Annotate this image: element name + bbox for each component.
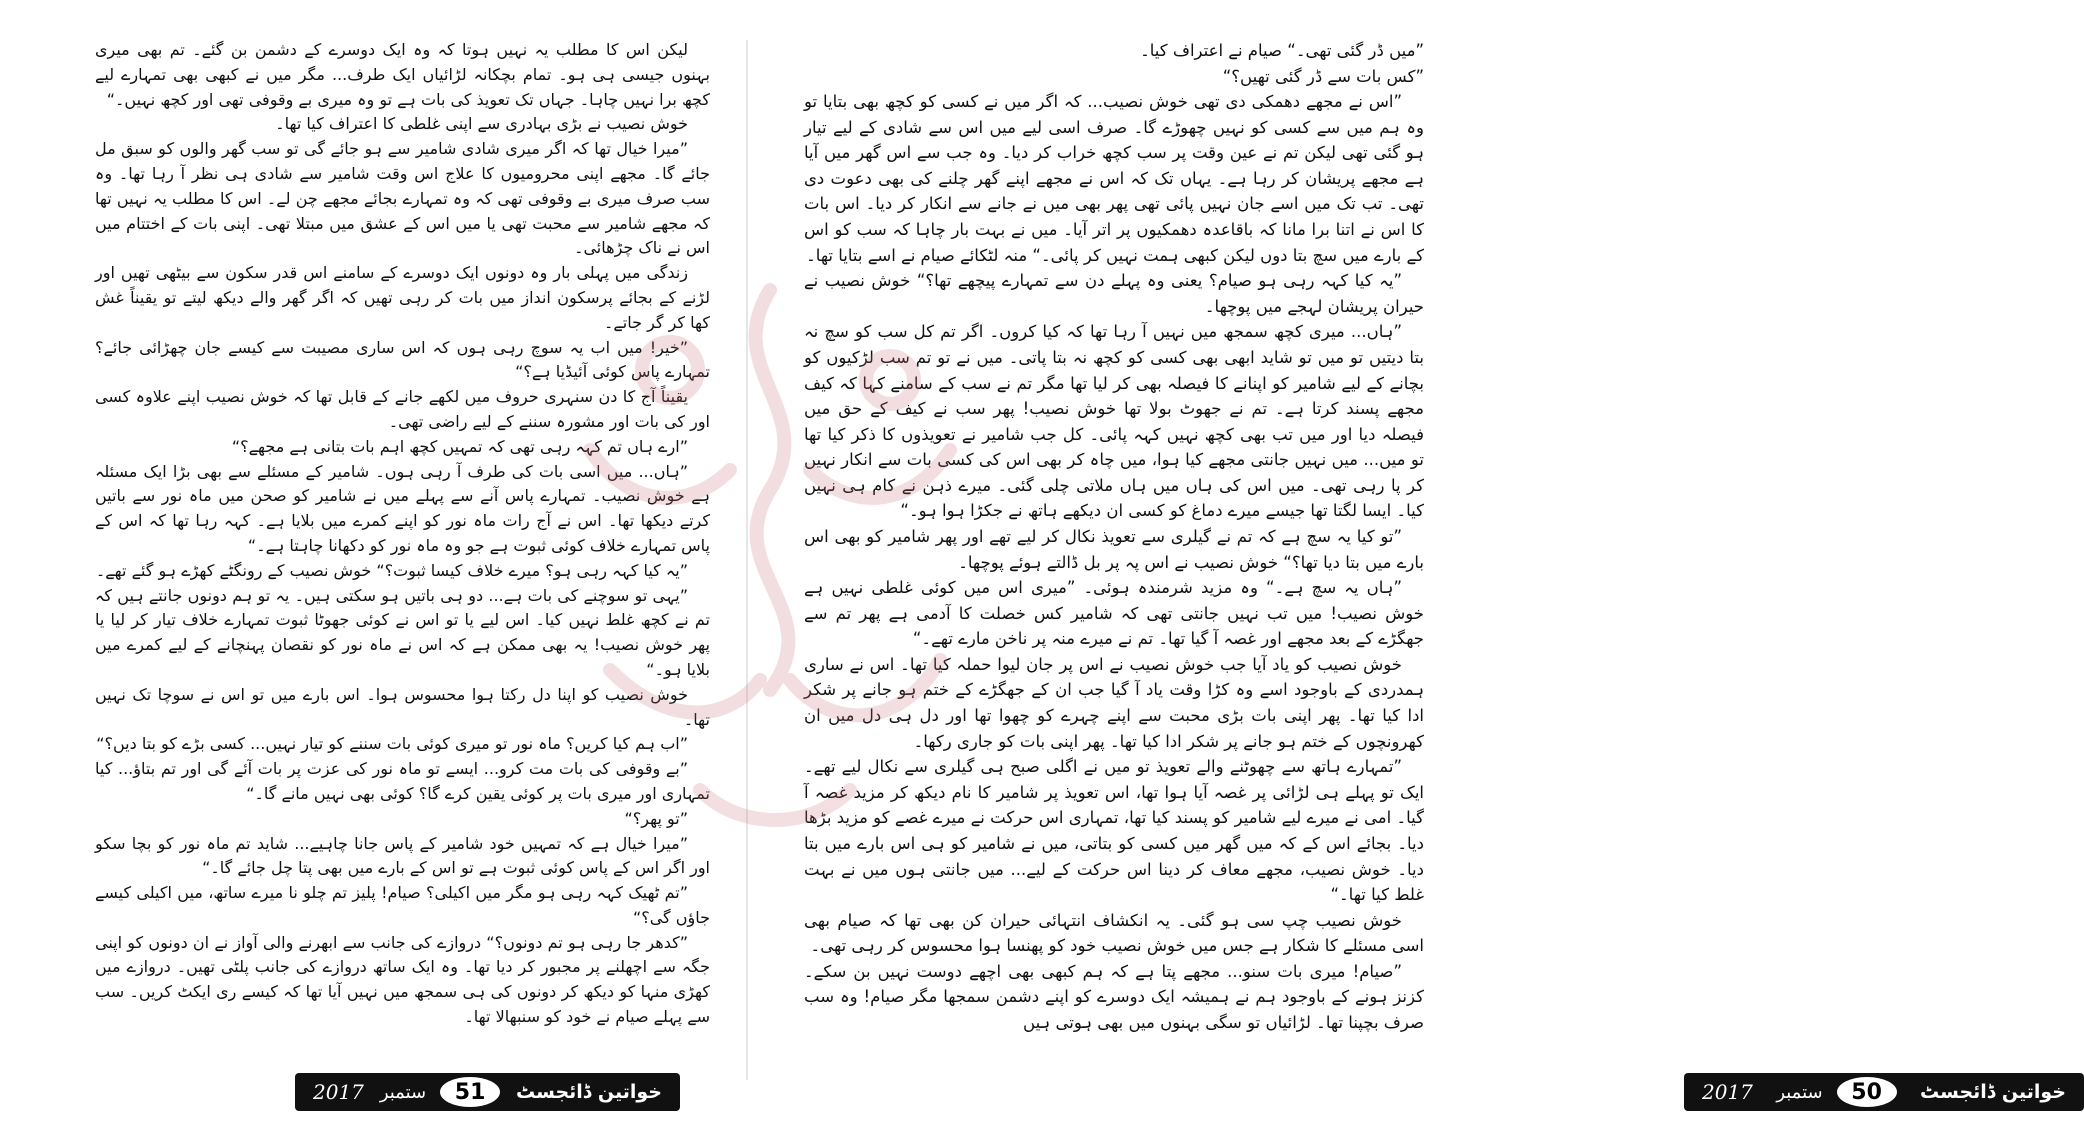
footer-year: 2017 [1702,1080,1753,1104]
page-number: 50 [1837,1077,1897,1107]
paragraph: ”بے وقوفی کی بات مت کرو... ایسے تو ماہ نور کی عزت پر بات آئے گی اور تم بتاؤ... کیا تمہاری اور میری بات پر کوئی یقین کرے گا؟ کوئی بھی نہیں مانے گا۔“ [95,759,710,803]
paragraph: ”تمہارے ہاتھ سے چھوٹنے والے تعویذ تو میں نے اگلی صبح ہی گیلری سے نکال لیے تھے۔ ایک تو پہلے ہی لڑائی پر غصہ آیا ہوا تھا، اس تعویذ پر شامیر کا نام دیکھ کر مزید غصہ آ گیا۔ امی نے میرے لیے شامیر کو پسند کیا تھا، تمہاری اس حرکت نے میرے غصے کو مزید بڑھا دیا۔ بجائے اس کے کہ میں گھر میں کسی کو بتاتی، میں نے شامیر کو ہی اس بارے میں بتا دیا۔ خوش نصیب، مجھے معاف کر دینا اس حرکت کے لیے... میں جانتی ہوں میں نے بہت غلط کیا تھا۔“ [804,757,1424,905]
magazine-name: خواتین ڈائجسٹ [1920,1081,2066,1103]
paragraph: ”کدھر جا رہی ہو تم دونوں؟“ دروازے کی جانب سے ابھرنے والی آواز نے ان دونوں کو اپنی جگہ سے اچھلنے پر مجبور کر دیا تھا۔ وہ ایک ساتھ دروازے کی جانب پلٹی تھیں۔ دروازے میں کھڑی منہا کو دیکھ کر دونوں کی ہی سمجھ میں نہیں آیا تھا کہ کیسے ری ایکٹ کریں۔ سب سے پہلے صیام نے خود کو سنبھالا تھا۔ [95,932,710,1027]
paragraph: ”اب ہم کیا کریں؟ ماہ نور تو میری کوئی بات سننے کو تیار نہیں... کسی بڑے کو بتا دیں؟“ [96,734,688,754]
paragraph: ”یہ کیا کہہ رہی ہو؟ میرے خلاف کیسا ثبوت؟“ خوش نصیب کے رونگٹے کھڑے ہو گئے تھے۔ [95,560,688,580]
right-page [749,0,2066,1133]
paragraph: خوش نصیب چپ سی ہو گئی۔ یہ انکشاف انتہائی حیران کن بھی تھا کہ صیام بھی اسی مسئلے کا شکار ہے جس میں خوش نصیب خود کو پھنسا ہوا محسوس کر رہی تھی۔ [804,910,1424,956]
paragraph: خوش نصیب کو اپنا دل رکتا ہوا محسوس ہوا۔ اس بارے میں تو اس نے سوچا تک نہیں تھا۔ [95,684,710,729]
footer-year: 2017 [313,1080,364,1104]
footer-month: ستمبر [1776,1081,1823,1103]
paragraph: ”میرا خیال ہے کہ تمہیں خود شامیر کے پاس جانا چاہیے... شاید تم ماہ نور کو بچا سکو اور اگر اس کے پاس کوئی ثبوت ہے تو اس کے بارے میں بھی پتا چل جائے گا۔“ [95,833,710,878]
paragraph: زندگی میں پہلی بار وہ دونوں ایک دوسرے کے سامنے اس قدر سکون سے بیٹھی تھیں اور لڑنے کے بجائے پرسکون انداز میں بات کر رہی تھیں کہ اگر گھر والے دیکھ لیتے تو یقیناً غش کھا کر گر جاتے۔ [95,263,710,332]
paragraph: ”کس بات سے ڈر گئی تھیں؟“ [1222,66,1424,86]
paragraph: ”خیر! میں اب یہ سوچ رہی ہوں کہ اس ساری مصیبت سے کیسے جان چھڑائی جائے؟ تمہارے پاس کوئی آئیڈیا ہے؟“ [95,337,710,382]
page-number: 51 [440,1077,500,1107]
page-gutter [746,40,748,1080]
right-page-text-column [804,38,1424,1036]
paragraph: ”اس نے مجھے دھمکی دی تھی خوش نصیب... کہ اگر میں نے کسی کو کچھ بھی بتایا تو وہ ہم میں سے کسی کو نہیں چھوڑے گا۔ صرف اسی لیے میں اس سے شادی کے لیے تیار ہو گئی تھی لیکن تم نے عین وقت پر سب کچھ خراب کر دیا۔ وہ جب سے اس گھر میں آیا ہے مجھے پریشان کر رہا ہے۔ یہاں تک کہ اس نے مجھے اپنے گھر چلنے کی بھی دعوت دی تھی۔ تب تک میں اسے جان نہیں پائی تھی پھر بھی میں نے جانے سے انکار کر دیا۔ اس بات کا اس نے اتنا برا مانا کہ باقاعدہ دھمکیوں پر اتر آیا۔ میں نے بہت بار چاہا کہ سب کو اس کے بارے میں سچ بتا دوں لیکن کبھی ہمت نہیں کر پائی۔“ منہ لٹکائے صیام نے اسے بتایا تھا۔ [804,92,1424,265]
paragraph: ”یہی تو سوچنے کی بات ہے... دو ہی باتیں ہو سکتی ہیں۔ یہ تو ہم دونوں جانتے ہیں کہ تم نے کچھ غلط نہیں کیا۔ اس لیے یا تو اس نے کوئی جھوٹا ثبوت تمہارے خلاف تیار کر لیا یا پھر خوش نصیب! یہ بھی ممکن ہے کہ اس نے ماہ نور کو نقصان پہنچانے کے لیے کمرے میں بلایا ہو۔“ [95,585,710,679]
paragraph: ”میرا خیال تھا کہ اگر میری شادی شامیر سے ہو جائے گی تو سب گھر والوں کو سبق مل جائے گا۔ مجھے اپنی محرومیوں کا علاج اس وقت شامیر سے شادی ہی نظر آ رہا تھا۔ وہ سب صرف میری بے وقوفی تھی کہ وہ تمہارے بجائے مجھے چن لے۔ اس کا مطلب یہ نہیں تھا کہ مجھے شامیر سے محبت تھی یا میں اس کے عشق میں مبتلا تھی۔ اپنی بات کے اختتام میں اس نے ناک چڑھائی۔ [95,139,711,258]
paragraph: خوش نصیب کو یاد آیا جب خوش نصیب نے اس پر جان لیوا حملہ کیا تھا۔ اس نے ساری ہمدردی کے باوجود اسے وہ کڑا وقت یاد آ گیا جب ان کے جھگڑے کے ختم ہو جانے پر شکر ادا کیا تھا۔ پھر اپنی بات بڑی محبت سے اپنے چہرے کو چھوا تھا اور دل ہی دل میں ان کھرونچوں کے ختم ہو جانے پر شکر ادا کیا تھا۔ پھر اپنی بات کو جاری رکھا۔ [804,654,1424,751]
paragraph: ”ہاں... میں اسی بات کی طرف آ رہی ہوں۔ شامیر کے مسئلے سے بھی بڑا ایک مسئلہ ہے خوش نصیب۔ تمہارے پاس آنے سے پہلے میں نے شامیر کو صحن میں ماہ نور سے باتیں کرتے دیکھا تھا۔ اس نے آج رات ماہ نور کو اپنے کمرے میں بلایا ہے۔ کہہ رہا تھا کہ اس کے پاس تمہارے خلاف کوئی ثبوت ہے جو وہ ماہ نور کو دکھانا چاہتا ہے۔“ [95,461,710,555]
paragraph: ”میں ڈر گئی تھی۔“ صیام نے اعتراف کیا۔ [1140,41,1424,60]
left-page-footer [295,1073,680,1111]
paragraph: ”ہاں یہ سچ ہے۔“ وہ مزید شرمندہ ہوئی۔ ”میری اس میں کوئی غلطی نہیں ہے خوش نصیب! میں تب نہیں جانتی تھی کہ شامیر کس خصلت کا آدمی ہے پھر تم سے جھگڑے کے بعد مجھے اور غصہ آ گیا تھا۔ تم نے میرے منہ پر ناخن مارے تھے۔“ [804,578,1424,649]
paragraph: لیکن اس کا مطلب یہ نہیں ہوتا کہ وہ ایک دوسرے کے دشمن بن گئے۔ تم بھی میری بہنوں جیسی ہی ہو۔ تمام بچکانہ لڑائیاں ایک طرف... مگر میں نے کبھی بھی تمہارے لیے کچھ برا نہیں چاہا۔ جہاں تک تعویذ کی بات ہے تو وہ میری بے وقوفی تھی اور کچھ نہیں۔“ [95,40,710,109]
paragraph: ”ارے ہاں تم کہہ رہی تھی کہ تمہیں کچھ اہم بات بتانی ہے مجھے؟“ [231,436,688,456]
left-page [0,0,748,1133]
right-page-footer [1684,1073,2084,1111]
paragraph: ”ہاں... میری کچھ سمجھ میں نہیں آ رہا تھا کہ کیا کروں۔ اگر تم کل سب کو سچ نہ بتا دیتیں تو میں تو شاید ابھی بھی کسی کو کچھ نہ بتا پاتی۔ میں نے تو تم سب لڑکیوں کو بچانے کے لیے شامیر کو اپنانے کا فیصلہ بھی کر لیا تھا مگر تم نے سب کے سامنے کہا کہ کیف مجھے پسند کرتا ہے۔ تم نے جھوٹ بولا تھا خوش نصیب! پھر سب نے کیف کے حق میں فیصلہ دیا اور میں تب بھی کچھ نہیں کہہ پائی۔ کل جب شامیر نے تعویذوں کا ذکر کیا تھا تو میں... میں نہیں جانتی مجھے کیا ہوا، میں چاہ کر بھی اس کی کسی بات سے انکار نہیں کر پا رہی تھی۔ میں اس کی ہاں میں ہاں ملاتی چلی گئی۔ میرے ذہن نے کام ہی نہیں کیا۔ ایسا لگتا تھا جیسے میرے دماغ کو کسی ان دیکھے ہاتھ نے جکڑا ہوا ہو۔“ [804,322,1424,521]
paragraph: ”تو پھر؟“ [624,808,688,828]
left-page-text-column [95,38,710,1030]
paragraph: ”تم ٹھیک کہہ رہی ہو مگر میں اکیلی؟ صیام! پلیز تم چلو نا میرے ساتھ، میں اکیلی کیسے جاؤں گی؟“ [95,883,710,927]
paragraph: ”یہ کیا کہہ رہی ہو صیام؟ یعنی وہ پہلے دن سے تمہارے پیچھے تھا؟“ خوش نصیب نے حیران پریشان لہجے میں پوچھا۔ [804,271,1424,316]
footer-month: ستمبر [379,1081,427,1103]
paragraph: ”تو کیا یہ سچ ہے کہ تم نے گیلری سے تعویذ نکال کر لیے تھے اور پھر شامیر کو بھی اس بارے میں بتا دیا تھا؟“ خوش نصیب نے اس پہ پر بل ڈالتے ہوئے پوچھا۔ [804,526,1424,572]
paragraph: ”صیام! میری بات سنو... مجھے پتا ہے کہ ہم کبھی بھی اچھے دوست نہیں بن سکے۔ کزنز ہونے کے باوجود ہم نے ہمیشہ ایک دوسرے کو اپنے دشمن سمجھا مگر صیام! وہ سب صرف بچپنا تھا۔ لڑائیاں تو سگی بہنوں میں بھی ہوتی ہیں [804,961,1424,1032]
paragraph: یقیناً آج کا دن سنہری حروف میں لکھے جانے کے قابل تھا کہ خوش نصیب اپنے علاوہ کسی اور کی بات اور مشورہ سننے کے لیے راضی تھی۔ [95,387,710,431]
magazine-name: خواتین ڈائجسٹ [516,1081,662,1103]
paragraph: خوش نصیب نے بڑی بہادری سے اپنی غلطی کا اعتراف کیا تھا۔ [275,114,688,134]
